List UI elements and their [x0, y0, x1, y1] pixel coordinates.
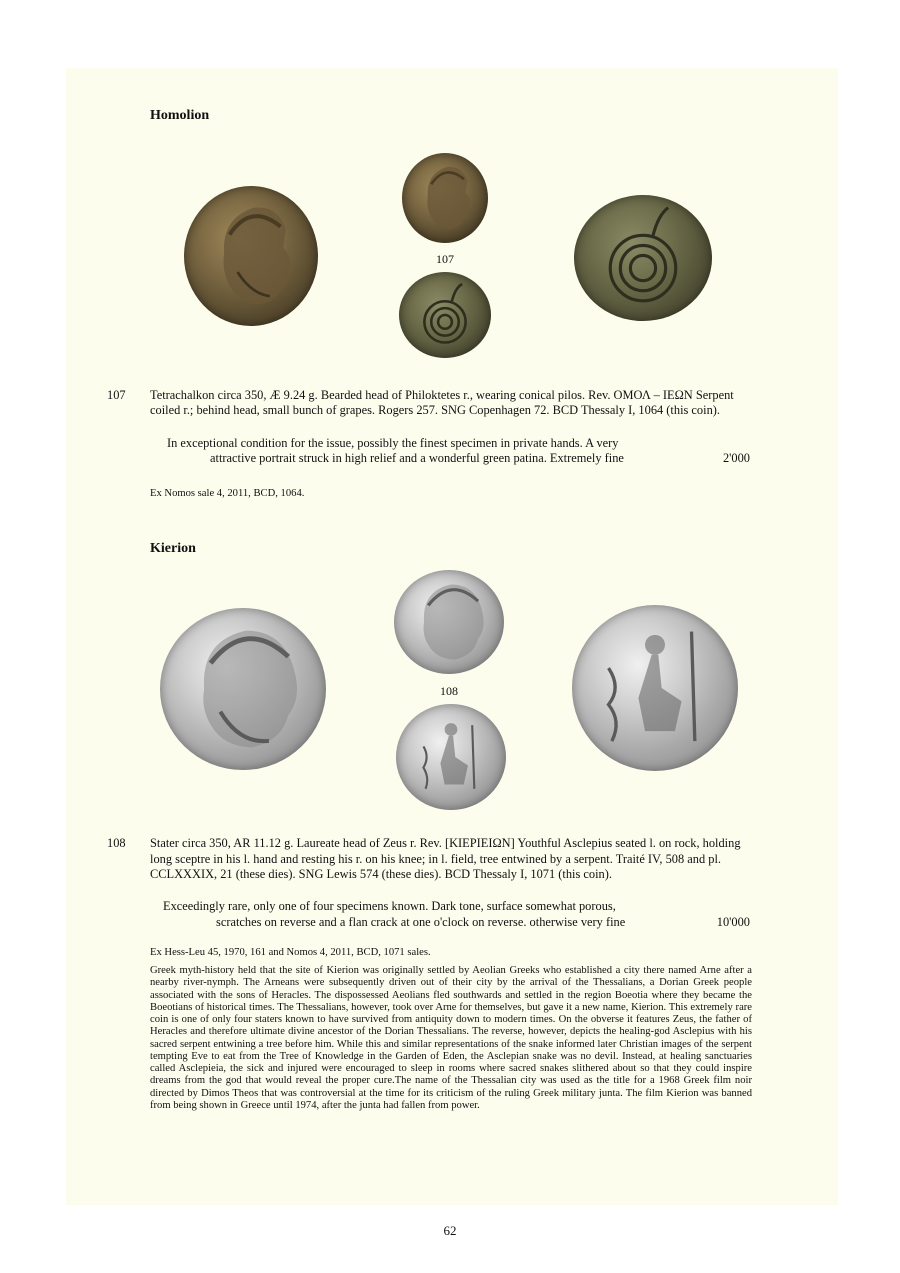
photo-label-108: 108 [440, 684, 458, 698]
lot-107-condition-line1: In exceptional condition for the issue, possibly the finest specimen in private hands. A very [167, 436, 619, 450]
photo-label-107: 107 [436, 252, 454, 266]
lot-107-description: Tetrachalkon circa 350, Æ 9.24 g. Bearded head of Philoktetes r., wearing conical pilos. Rev. ΟΜΟΛ – ΙΕΩΝ Serpent coiled r.; behind head, small bunch of grapes. Rogers 257. SNG Copenhagen 72. BCD Thessaly I, 1064 (this coin). [150, 388, 734, 417]
lot-107-price: 2'000 [722, 451, 750, 465]
coin-108-reverse [396, 704, 506, 810]
coin-108-obverse-enlarged [160, 608, 326, 770]
coin-107-obverse-enlarged [184, 186, 318, 326]
zeus-head-icon [160, 608, 326, 770]
section-heading-kierion: Kierion [150, 541, 196, 556]
bearded-head-icon [402, 153, 488, 243]
lot-108-description: Stater circa 350, AR 11.12 g. Laureate head of Zeus r. Rev. [ΚΙΕΡΙΕΙΩΝ] Youthful Asclepius seated l. on rock, holding long sceptre in his l. hand and resting his r. on his knee; in l. field, tree entwined by a serpent. Traité IV, 508 and pl. CCLXXXIX, 21 (these dies). SNG Lewis 574 (these dies). BCD Thessaly I, 1071 (this coin). [150, 836, 741, 881]
lot-107-provenance: Ex Nomos sale 4, 2011, BCD, 1064. [150, 488, 305, 499]
coin-108-obverse [394, 570, 504, 674]
lot-108-condition-line1: Exceedingly rare, only one of four specimens known. Dark tone, surface somewhat porous, [163, 899, 616, 913]
lot-108-provenance: Ex Hess-Leu 45, 1970, 161 and Nomos 4, 2011, BCD, 1071 sales. [150, 947, 431, 958]
coin-108-reverse-enlarged [572, 605, 738, 771]
coiled-serpent-icon [399, 272, 491, 358]
lot-107-condition-line2: attractive portrait struck in high relief and a wonderful green patina. Extremely fine [210, 451, 624, 465]
bearded-head-icon [184, 186, 318, 326]
zeus-head-icon [394, 570, 504, 674]
lot-108-historical-note: Greek myth-history held that the site of Kierion was originally settled by Aeolian Greeks who established a city there named Arne after a nearby river-nymph. The Arneans were subsequently driven out of their city by the arrival of the Thessalians, a Dorian Greek people associated with the sons of Heracles. The dispossessed Aeolians fled southwards and settled in the region Boeotia where they became the Boeotians of historical times. The Thessalians, however, took over Arne for themselves, but gave it a new name, Kierion. This extremely rare coin is one of only four staters known to have survived from antiquity down to modern times. On the obverse it features Zeus, the father of Heracles and therefore ultimate divine ancestor of the Dorian Thessalians. The reverse, however, depicts the healing-god Asclepius with his sacred serpent entwining a tree before him. While this and similar representations of the snake informed later Christian images of the serpent tempting Eve to eat from the Tree of Knowledge in the Garden of Eden, the Asclepian snake was no devil. Instead, at healing sanctuaries called Asclepieia, the sick and injured were encouraged to sleep in rooms where sacred snakes slithered about so that they could inspire dreams from the god that would reveal the proper cure.The name of the Thessalian city was used as the title for a 1968 Greek film noir directed by Dimos Theos that was controversial at the time for its criticism of the ruling Greek military junta. The film Kierion was banned from being shown in Greece until 1974, after the junta had fallen from power. [150, 965, 752, 1111]
page-number: 62 [443, 1223, 457, 1238]
coin-107-reverse [399, 272, 491, 358]
lot-number-108: 108 [107, 836, 126, 850]
coin-107-reverse-enlarged [574, 195, 712, 321]
lot-108-price: 10'000 [716, 915, 750, 929]
lot-108-condition-line2: scratches on reverse and a flan crack at one o'clock on reverse. otherwise very fine [216, 915, 626, 929]
coiled-serpent-icon [574, 195, 712, 321]
section-heading-homolion: Homolion [150, 108, 210, 123]
seated-asclepius-icon [396, 704, 506, 810]
seated-asclepius-icon [572, 605, 738, 771]
lot-number-107: 107 [107, 388, 126, 402]
coin-107-obverse [402, 153, 488, 243]
